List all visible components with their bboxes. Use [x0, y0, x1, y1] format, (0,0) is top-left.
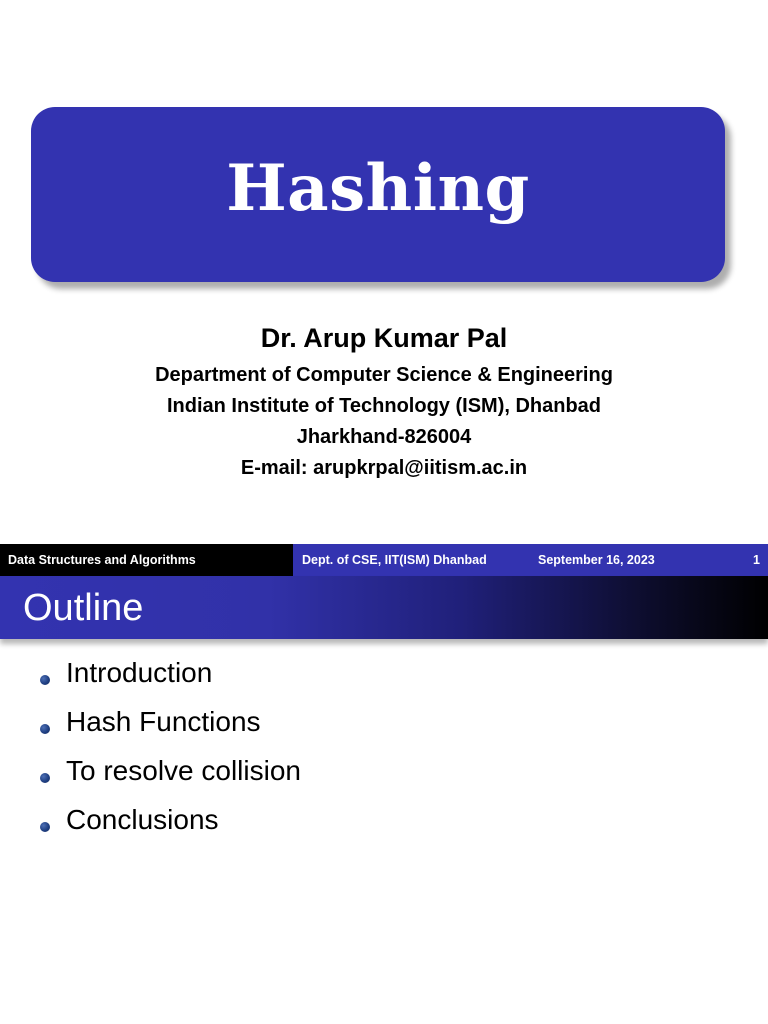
- footer-bar: [0, 544, 768, 576]
- list-item: [0, 701, 768, 750]
- footer-dept: Dept. of CSE, IIT(ISM) Dhanbad: [302, 553, 487, 567]
- bullet-icon: [40, 773, 50, 783]
- bullet-icon: [40, 822, 50, 832]
- list-item-label: To resolve collision: [66, 755, 301, 786]
- author-institute: Indian Institute of Technology (ISM), Dhanbad: [166, 395, 602, 417]
- footer-course: Data Structures and Algorithms: [8, 553, 196, 567]
- author-block: [0, 320, 768, 484]
- list-item: [0, 799, 768, 848]
- footer-info-section: [293, 544, 768, 576]
- list-item: [0, 750, 768, 799]
- outline-header: [0, 576, 768, 639]
- list-item-label: Hash Functions: [66, 706, 261, 737]
- slide-title: Hashing: [226, 151, 530, 226]
- bullet-icon: [40, 675, 50, 685]
- outline-list: [0, 652, 768, 848]
- footer-date: September 16, 2023: [538, 553, 655, 567]
- bullet-icon: [40, 724, 50, 734]
- list-item: [0, 652, 768, 701]
- author-email: E-mail: arupkrpal@iitism.ac.in: [240, 457, 528, 479]
- author-department: Department of Computer Science & Engineering: [155, 364, 613, 386]
- title-box: [31, 107, 725, 282]
- author-name: Dr. Arup Kumar Pal: [260, 323, 508, 353]
- footer-page-number: 1: [753, 553, 760, 567]
- list-item-label: Conclusions: [66, 804, 219, 835]
- author-location: Jharkhand-826004: [296, 426, 472, 448]
- list-item-label: Introduction: [66, 657, 213, 688]
- outline-title: Outline: [23, 587, 144, 629]
- footer-course-section: [0, 544, 293, 576]
